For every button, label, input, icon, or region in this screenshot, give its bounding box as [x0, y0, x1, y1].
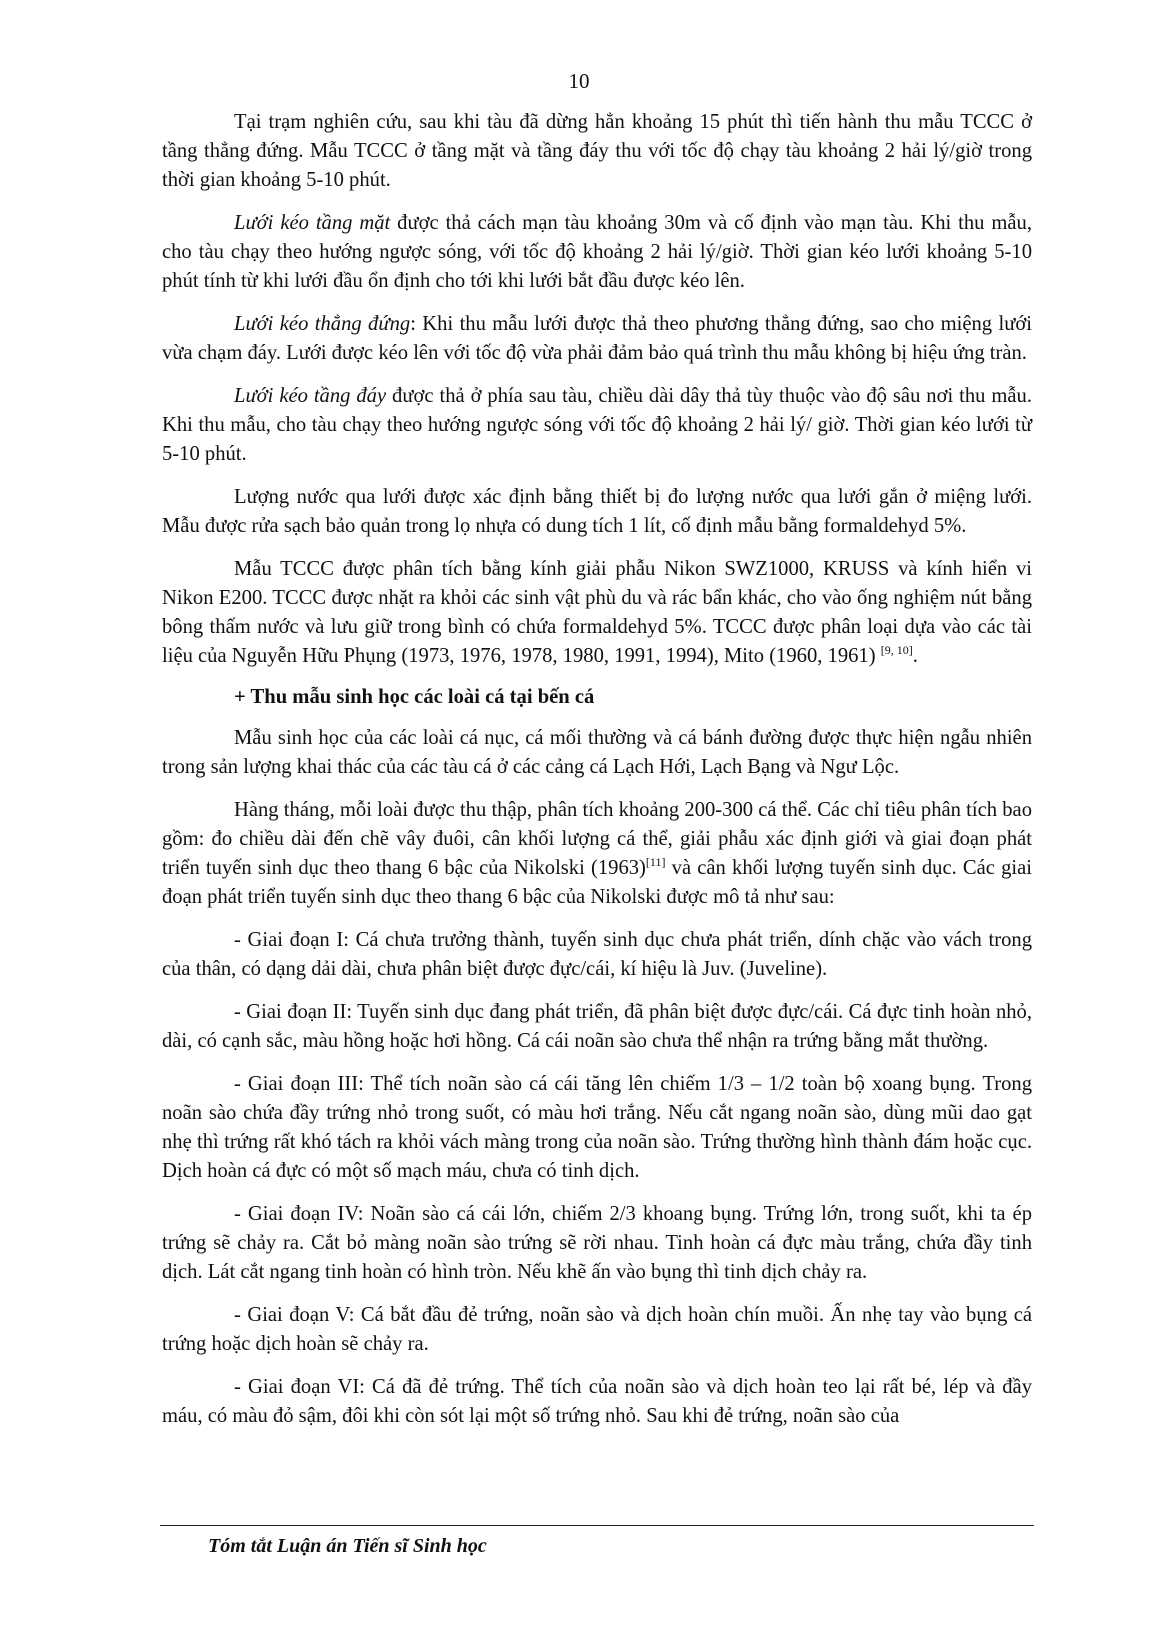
paragraph-text: - Giai đoạn VI: Cá đã đẻ trứng. Thể tích của noãn sào và dịch hoàn teo lại rất bé, lép và đầy máu, có màu đỏ sậm, đôi khi còn sót lại một số trứng nhỏ. Sau khi đẻ trứng, noãn sào của [162, 1376, 1032, 1427]
paragraph-stage-6 [162, 1373, 1032, 1431]
paragraph-water-volume [162, 483, 1032, 541]
paragraph-stage-1 [162, 926, 1032, 984]
paragraph-text: được thả cách mạn tàu khoảng 30m và cố định vào mạn tàu. Khi thu mẫu, cho tàu chạy theo hướng ngược sóng, với tốc độ khoảng 2 hải lý/giờ. Thời gian kéo lưới khoảng 5-10 phút tính từ khi lưới đầu ổn định cho tới khi lưới bắt đầu được kéo lên. [162, 212, 1032, 292]
paragraph-lead-italic: Lưới kéo tầng đáy [234, 385, 387, 407]
citation-superscript: [9, 10] [880, 643, 913, 658]
paragraph-text: - Giai đoạn V: Cá bắt đầu đẻ trứng, noãn sào và dịch hoàn chín muồi. Ấn nhẹ tay vào bụng cá trứng hoặc dịch hoàn sẽ chảy ra. [162, 1304, 1032, 1355]
paragraph-bottom-net [162, 382, 1032, 469]
paragraph-stage-4 [162, 1200, 1032, 1287]
paragraph-monthly-analysis [162, 796, 1032, 912]
paragraph-stage-3 [162, 1070, 1032, 1186]
paragraph-lead-italic: Lưới kéo thẳng đứng [234, 313, 411, 335]
footer-title: Tóm tắt Luận án Tiến sĩ Sinh học [208, 1535, 487, 1557]
paragraph-text: Tại trạm nghiên cứu, sau khi tàu đã dừng hẳn khoảng 15 phút thì tiến hành thu mẫu TCCC ở tầng thẳng đứng. Mẫu TCCC ở tầng mặt và tầng đáy thu với tốc độ chạy tàu khoảng 2 hải lý/giờ trong thời gian khoảng 5-10 phút. [162, 111, 1032, 191]
paragraph-text: Mẫu sinh học của các loài cá nục, cá mối thường và cá bánh đường được thực hiện ngẫu nhiên trong sản lượng khai thác của các tàu cá ở các cảng cá Lạch Hới, Lạch Bạng và Ngư Lộc. [162, 727, 1032, 778]
paragraph-vertical-net [162, 310, 1032, 368]
paragraph-stage-2 [162, 998, 1032, 1056]
paragraph-text: Lượng nước qua lưới được xác định bằng thiết bị đo lượng nước qua lưới gắn ở miệng lưới. Mẫu được rửa sạch bảo quản trong lọ nhựa có dung tích 1 lít, cố định mẫu bằng formaldehyd 5%. [162, 486, 1032, 537]
paragraph-text: - Giai đoạn IV: Noãn sào cá cái lớn, chiếm 2/3 khoang bụng. Trứng lớn, trong suốt, khi ta ép trứng sẽ chảy ra. Cắt bỏ màng noãn sào trứng sẽ rời nhau. Tinh hoàn cá đực màu trắng, chứa đầy tinh dịch. Lát cắt ngang tinh hoàn có hình tròn. Nếu khẽ ấn vào bụng thì tinh dịch chảy ra. [162, 1203, 1032, 1283]
paragraph-analysis [162, 555, 1032, 671]
paragraph-tail: . [912, 645, 918, 667]
section-heading: + Thu mẫu sinh học các loài cá tại bến cá [234, 686, 595, 708]
paragraph-text: Hàng tháng, mỗi loài được thu thập, phân tích khoảng 200-300 cá thể. Các chỉ tiêu phân tích bao gồm: đo chiều dài đến chẽ vây đuôi, cân khối lượng cá thể, giải phẫu xác định giới và giai đoạn phát triển tuyến sinh dục theo thang 6 bậc của Nikolski (1963) [162, 799, 1032, 879]
paragraph-text: Mẫu TCCC được phân tích bằng kính giải phẫu Nikon SWZ1000, KRUSS và kính hiển vi Nikon E200. TCCC được nhặt ra khỏi các sinh vật phù du và rác bẩn khác, cho vào ống nghiệm nút bằng bông thấm nước và lưu giữ trong bình có chứa formaldehyd 5%. TCCC được phân loại dựa vào các tài liệu của Nguyễn Hữu Phụng (1973, 1976, 1978, 1980, 1991, 1994), Mito (1960, 1961) [162, 558, 1032, 667]
footer-divider [160, 1525, 1034, 1526]
paragraph-text: - Giai đoạn II: Tuyến sinh dục đang phát triển, đã phân biệt được đực/cái. Cá đực tinh hoàn nhỏ, dài, có cạnh sắc, màu hồng hoặc hơi hồng. Cá cái noãn sào chưa thể nhận ra trứng bằng mắt thường. [162, 1001, 1032, 1052]
paragraph-biological-samples [162, 724, 1032, 782]
page-number: 10 [568, 69, 590, 93]
citation-superscript: [11] [645, 855, 666, 870]
paragraph-text: - Giai đoạn I: Cá chưa trưởng thành, tuyến sinh dục chưa phát triển, dính chặc vào vách trong của thân, có dạng dải dài, chưa phân biệt được đực/cái, kí hiệu là Juv. (Juveline). [162, 929, 1032, 980]
paragraph-sampling-station [162, 108, 1032, 195]
paragraph-stage-5 [162, 1301, 1032, 1359]
document-body [162, 108, 1032, 1445]
paragraph-tail: và cân khối lượng tuyến sinh dục. Các giai đoạn phát triển tuyến sinh dục theo thang 6 bậc của Nikolski được mô tả như sau: [162, 857, 1032, 908]
paragraph-text: được thả ở phía sau tàu, chiều dài dây thả tùy thuộc vào độ sâu nơi thu mẫu. Khi thu mẫu, cho tàu chạy theo hướng ngược sóng với tốc độ khoảng 2 hải lý/ giờ. Thời gian kéo lưới từ 5-10 phút. [162, 385, 1032, 465]
paragraph-text: : Khi thu mẫu lưới được thả theo phương thẳng đứng, sao cho miệng lưới vừa chạm đáy. Lưới được kéo lên với tốc độ vừa phải đảm bảo quá trình thu mẫu không bị hiệu ứng tràn. [162, 313, 1032, 364]
paragraph-text: - Giai đoạn III: Thể tích noãn sào cá cái tăng lên chiếm 1/3 – 1/2 toàn bộ xoang bụng. Trong noãn sào chứa đầy trứng nhỏ trong suốt, có màu hơi trắng. Nếu cắt ngang noãn sào, dùng mũi dao gạt nhẹ thì trứng rất khó tách ra khỏi vách màng trong của noãn sào. Trứng thường hình thành đám hoặc cục. Dịch hoàn cá đực có một số mạch máu, chưa có tinh dịch. [162, 1073, 1032, 1182]
paragraph-surface-net [162, 209, 1032, 296]
paragraph-lead-italic: Lưới kéo tầng mặt [234, 212, 391, 234]
